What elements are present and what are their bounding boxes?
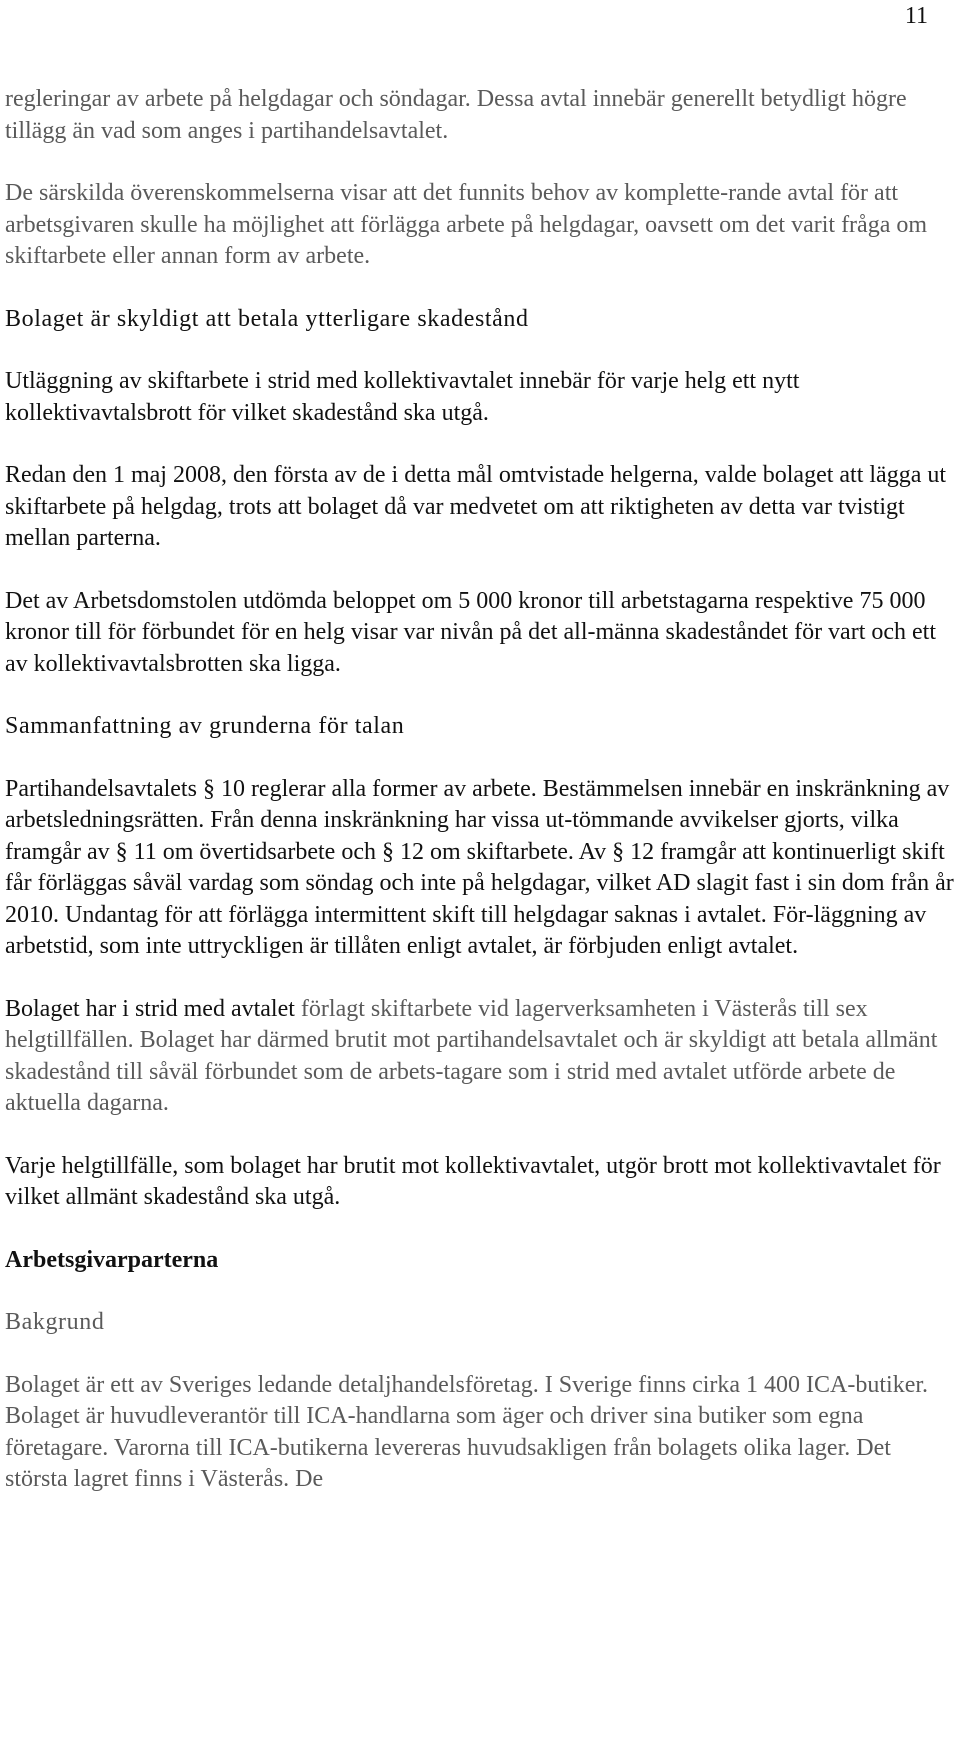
paragraph-utlaggning: Utläggning av skiftarbete i strid med kollektivavtalet innebär för varje helg ett nytt kollektivavtalsbrott för vilket skadestånd ska utgå. [5, 368, 800, 426]
paragraph-bolaget-strid-gray: förlagt skiftarbete vid lagerverksamheten i Västerås till sex helgtillfällen. Bolaget har därmed brutit mot partihandelsavtalet och är skyldigt att betala allmänt skadestånd till såväl förbundet som de arbets-tagare som i strid med avtalet utförde arbete de aktuella dagarna. [5, 995, 938, 1116]
document-body [5, 84, 955, 1527]
paragraph-partihandelsavtalet: Partihandelsavtalets § 10 reglerar alla former av arbete. Bestämmelsen innebär en inskränkning av arbetsledningsrätten. Från denna inskränkning har vissa ut-tömmande avvikelser gjorts, vilka framgår av § 11 om övertidsarbete och § 12 om skiftarbete. Av § 12 framgår att kontinuerligt skift får förläggas såväl vardag som söndag och inte på helgdagar, vilket AD slagit fast i sin dom från år 2010. Undantag för att förlägga intermittent skift till helgdagar saknas i avtalet. För-läggning av arbetstid, som inte uttryckligen är tillåten enligt avtalet, är förbjuden enligt avtalet. [5, 775, 954, 959]
paragraph-belopp: Det av Arbetsdomstolen utdömda beloppet om 5 000 kronor till arbetstagarna respektive 75 000 kronor till för förbundet för en helg visar var nivån på det all-männa skadeståndet för vart och ett av kollektivavtalsbrotten ska ligga. [5, 587, 937, 677]
section-heading-bakgrund: Bakgrund [5, 1309, 105, 1335]
section-heading-arbetsgivarparterna: Arbetsgivarparterna [5, 1246, 219, 1273]
paragraph-redan: Redan den 1 maj 2008, den första av de i detta mål omtvistade helgerna, valde bolaget att lägga ut skiftarbete på helgdag, trots att bolaget då var medvetet om att riktigheten av detta var tvistigt mellan parterna. [5, 462, 947, 551]
section-heading-skadestand: Bolaget är skyldigt att betala ytterligare skadestånd [5, 305, 529, 332]
paragraph-helgdagar: regleringar av arbete på helgdagar och söndagar. Dessa avtal innebär generellt betydligt högre tillägg än vad som anges i partihandelsavtalet. [5, 86, 907, 144]
paragraph-bolaget-strid-dark: Bolaget har i strid med avtalet [5, 995, 301, 1022]
page-number: 11 [904, 3, 928, 29]
paragraph-bakgrund: Bolaget är ett av Sveriges ledande detaljhandelsföretag. I Sverige finns cirka 1 400 ICA-butiker. Bolaget är huvudleverantör till ICA-handlarna som äger och driver sina butiker som egna företagare. Varorna till ICA-butikerna levereras huvudsakligen från bolagets olika lager. Det största lagret finns i Västerås. De [5, 1371, 929, 1492]
paragraph-overenskommelser: De särskilda överenskommelserna visar att det funnits behov av komplette-rande avtal för att arbetsgivaren skulle ha möjlighet att förlägga arbete på helgdagar, oavsett om det varit fråga om skiftarbete eller annan form av arbete. [5, 180, 928, 269]
section-heading-sammanfattning: Sammanfattning av grunderna för talan [5, 713, 405, 739]
paragraph-bolaget-strid [5, 994, 955, 1120]
paragraph-helgtillfalle: Varje helgtillfälle, som bolaget har brutit mot kollektivavtalet, utgör brott mot kollektivavtalet för vilket allmänt skadestånd ska utgå. [5, 1152, 941, 1210]
